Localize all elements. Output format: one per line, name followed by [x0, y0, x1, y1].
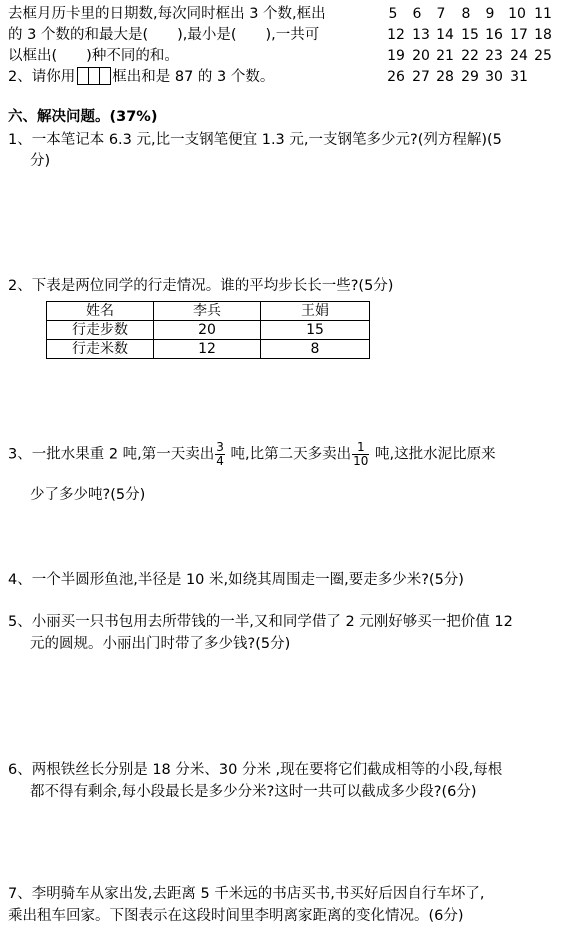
calendar-day: 13 [412, 27, 430, 43]
table-row [47, 321, 370, 340]
calendar-day: 18 [534, 27, 552, 43]
calendar-day: 25 [534, 48, 552, 64]
calendar-day: 27 [412, 69, 430, 85]
calendar-day: 29 [461, 69, 479, 85]
calendar-day: 9 [485, 6, 495, 22]
calendar-day: 16 [485, 27, 503, 43]
question-3-line2: 少了多少吨?(5分) [30, 487, 146, 503]
calendar-day: 10 [508, 6, 526, 22]
calendar-day: 24 [510, 48, 528, 64]
calendar-day: 21 [436, 48, 454, 64]
question-2: 2、下表是两位同学的行走情况。谁的平均步长长一些?(5分) [8, 278, 394, 294]
question-4: 4、一个半圆形鱼池,半径是 10 米,如绕其周围走一圈,要走多少米?(5分) [8, 572, 464, 588]
question-3-part3: 吨,这批水泥比原来 [370, 446, 496, 463]
q5-part2 [8, 67, 274, 91]
question-3-part1: 3、一批水果重 2 吨,第一天卖出 [8, 446, 215, 463]
table-row [47, 340, 370, 359]
calendar-day: 8 [461, 6, 471, 22]
calendar-day: 19 [387, 48, 405, 64]
table-header-cell: 李兵 [154, 302, 261, 321]
section6-title: 六、解决问题。(37%) [8, 109, 158, 125]
fraction-numerator: 1 [352, 441, 369, 455]
calendar-day: 23 [485, 48, 503, 64]
calendar-day: 11 [534, 6, 552, 22]
calendar-day: 12 [387, 27, 405, 43]
table-header-row [47, 302, 370, 321]
question-1-line1: 1、一本笔记本 6.3 元,比一支钢笔便宜 1.3 元,一支钢笔多少元?(列方程解)(5 [8, 132, 502, 148]
calendar-day: 22 [461, 48, 479, 64]
q5-intro-line3: 以框出( )种不同的和。 [8, 48, 179, 64]
q5-part2-after: 框出和是 87 的 3 个数。 [112, 69, 275, 85]
table-cell: 20 [154, 321, 261, 340]
fraction-denominator: 10 [353, 454, 369, 468]
q5-intro-line1: 去框月历卡里的日期数,每次同时框出 3 个数,框出 [8, 6, 326, 22]
table-cell: 12 [154, 340, 261, 359]
calendar-day: 28 [436, 69, 454, 85]
fraction-three-quarters [215, 441, 225, 468]
table-header-cell: 王娟 [261, 302, 370, 321]
question-6-line1: 6、两根铁丝长分别是 18 分米、30 分米 ,现在要将它们截成相等的小段,每根 [8, 762, 503, 778]
q5-intro-line2: 的 3 个数的和最大是( ),最小是( ),一共可 [8, 27, 320, 43]
fraction-denominator: 4 [216, 454, 224, 468]
calendar-day: 7 [436, 6, 446, 22]
table-header-cell: 姓名 [47, 302, 154, 321]
question-3-line1 [8, 441, 496, 468]
calendar-day: 20 [412, 48, 430, 64]
question-7-line1: 7、李明骑车从家出发,去距离 5 千米远的书店买书,书买好后因自行车坏了, [8, 886, 485, 902]
fraction-one-tenth [352, 441, 369, 468]
calendar-day: 26 [387, 69, 405, 85]
table-cell: 15 [261, 321, 370, 340]
walk-table [46, 301, 370, 359]
question-6-line2: 都不得有剩余,每小段最长是多少分米?这时一共可以截成多少段?(6分) [30, 784, 477, 800]
question-5-line1: 5、小丽买一只书包用去所带钱的一半,又和同学借了 2 元刚好够买一把价值 12 [8, 614, 513, 630]
question-5-line2: 元的圆规。小丽出门时带了多少钱?(5分) [30, 636, 291, 652]
calendar-day: 14 [436, 27, 454, 43]
fraction-numerator: 3 [216, 440, 224, 454]
calendar-day: 17 [510, 27, 528, 43]
question-7-line2: 乘出租车回家。下图表示在这段时间里李明离家距离的变化情况。(6分) [8, 908, 464, 924]
table-cell: 8 [261, 340, 370, 359]
calendar-day: 15 [461, 27, 479, 43]
calendar-day: 30 [485, 69, 503, 85]
three-box-frame-icon [77, 67, 110, 91]
question-3-part2: 吨,比第二天多卖出 [225, 446, 352, 463]
table-cell: 行走步数 [47, 321, 154, 340]
question-1-line2: 分) [30, 153, 51, 169]
calendar-day: 31 [510, 69, 528, 85]
calendar-day: 6 [412, 6, 422, 22]
table-cell: 行走米数 [47, 340, 154, 359]
q5-part2-before: 2、请你用 [8, 69, 76, 85]
calendar-day: 5 [388, 6, 398, 22]
calendar-grid [381, 4, 571, 88]
